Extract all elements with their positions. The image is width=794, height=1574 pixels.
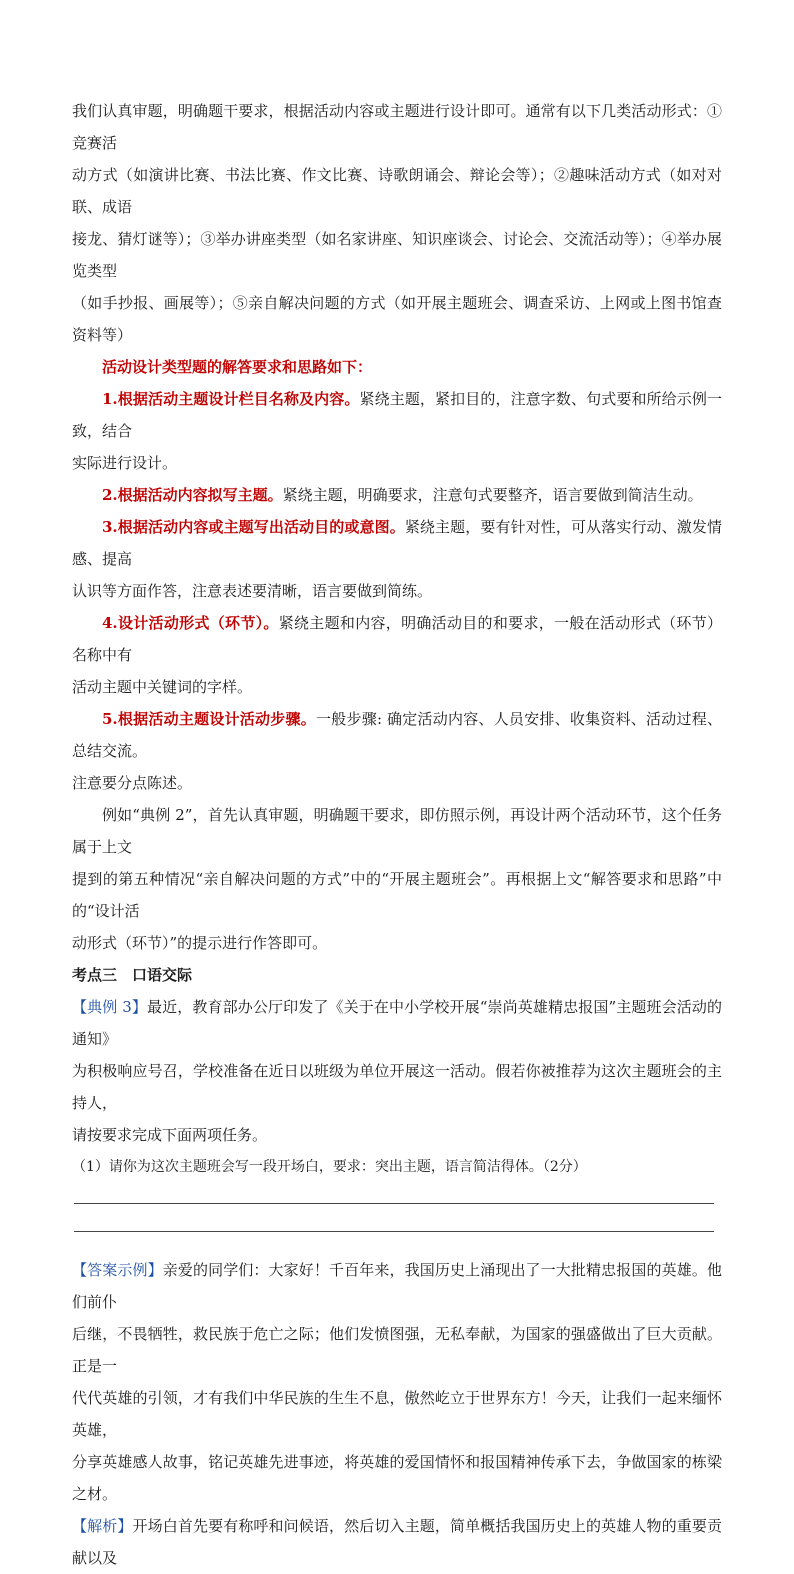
document-body (72, 95, 722, 1574)
requirements-heading (72, 351, 722, 383)
answer-text: 亲爱的同学们：大家好！千百年来，我国历史上涌现出了一大批精忠报国的英雄。他们前仆 (72, 1261, 722, 1311)
item-title: 5.根据活动主题设计活动步骤。 (102, 710, 316, 728)
example3-text: 最近，教育部办公厅印发了《关于在中小学校开展“崇尚英雄精忠报国”主题班会活动的通知》 (72, 998, 723, 1048)
example3-block (72, 991, 722, 1183)
answer-text: 代代英雄的引领，才有我们中华民族的生生不息，傲然屹立于世界东方！今天，让我们一起来缅怀英雄， (72, 1389, 722, 1439)
requirement-item-5 (72, 703, 722, 799)
requirement-item-1 (72, 383, 722, 479)
item-text-cont: 注意要分点陈述。 (72, 774, 193, 792)
item-text: 一般步骤: 确定活动内容、人员安排、收集资料、活动过程、总结交流。 (72, 710, 722, 760)
example-line: 例如“典例 2”，首先认真审题，明确题干要求，即仿照示例，再设计两个活动环节，这个任务属于上文 (72, 806, 722, 856)
intro-paragraph (72, 95, 722, 351)
example-line: 动形式（环节）”的提示进行作答即可。 (72, 934, 328, 952)
requirement-item-2 (72, 479, 722, 511)
answer-label: 【答案示例】 (72, 1261, 163, 1279)
item-text-cont: 活动主题中关键词的字样。 (72, 678, 253, 696)
example3-label: 【典例 3】 (72, 998, 148, 1016)
example3-text: 请按要求完成下面两项任务。 (72, 1126, 268, 1144)
intro-line: 我们认真审题，明确题干要求，根据活动内容或主题进行设计即可。通常有以下几类活动形式：①竞赛活 (72, 102, 722, 152)
analysis-text: 开场白首先要有称呼和问候语，然后切入主题，简单概括我国历史上的英雄人物的重要贡献以及 (72, 1517, 722, 1567)
item-text: 紧绕主题和内容，明确活动目的和要求，一般在活动形式（环节）名称中有 (72, 614, 722, 664)
item-text-cont: 认识等方面作答，注意表述要清晰，语言要做到简练。 (72, 582, 433, 600)
intro-line: 动方式（如演讲比赛、书法比赛、作文比赛、诗歌朗诵会、辩论会等）；②趣味活动方式（如对对联、成语 (72, 166, 722, 216)
intro-line: （如手抄报、画展等）；⑤亲自解决问题的方式（如开展主题班会、调查采访、上网或上图书馆查资料等） (72, 294, 722, 344)
item-text: 紧绕主题，要有针对性，可从落实行动、激发情感、提高 (72, 518, 722, 568)
example3-question: （1）请你为这次主题班会写一段开场白，要求：突出主题，语言简洁得体。（2分） (72, 1159, 587, 1175)
requirement-item-3 (72, 511, 722, 607)
example-line: 提到的第五种情况“亲自解决问题的方式”中的“开展主题班会”。再根据上文“解答要求和思路”中的“设计活 (72, 870, 722, 920)
item-text-cont: 实际进行设计。 (72, 454, 178, 472)
answer-text: 分享英雄感人故事，铭记英雄先进事迹，将英雄的爱国情怀和报国精神传承下去，争做国家的栋梁之材。 (72, 1453, 722, 1503)
answer-text: 后继，不畏牺牲，救民族于危亡之际；他们发愤图强，无私奉献，为国家的强盛做出了巨大贡献。正是一 (72, 1325, 722, 1375)
item-title: 3.根据活动内容或主题写出活动目的或意图。 (102, 518, 405, 536)
analysis-label: 【解析】 (72, 1517, 133, 1535)
item-title: 4.设计活动形式（环节）。 (102, 614, 279, 632)
item-title: 1.根据活动主题设计栏目名称及内容。 (102, 390, 360, 408)
section-title: 考点三 口语交际 (72, 966, 193, 984)
requirements-heading-text: 活动设计类型题的解答要求和思路如下： (102, 358, 373, 376)
answer-block (72, 1254, 722, 1510)
requirement-item-4 (72, 607, 722, 703)
intro-line: 接龙、猜灯谜等）；③举办讲座类型（如名家讲座、知识座谈会、讨论会、交流活动等）；④举办展览类型 (72, 230, 722, 280)
item-text: 紧绕主题，明确要求，注意句式要整齐，语言要做到简洁生动。 (282, 486, 703, 504)
example-paragraph (72, 799, 722, 959)
item-title: 2.根据活动内容拟写主题。 (102, 486, 283, 504)
analysis-block (72, 1510, 722, 1574)
answer-blank-line (74, 1203, 714, 1204)
item-text: 紧绕主题，紧扣目的，注意字数、句式要和所给示例一致，结合 (72, 390, 722, 440)
example3-text: 为积极响应号召，学校准备在近日以班级为单位开展这一活动。假若你被推荐为这次主题班会的主持人， (72, 1062, 722, 1112)
